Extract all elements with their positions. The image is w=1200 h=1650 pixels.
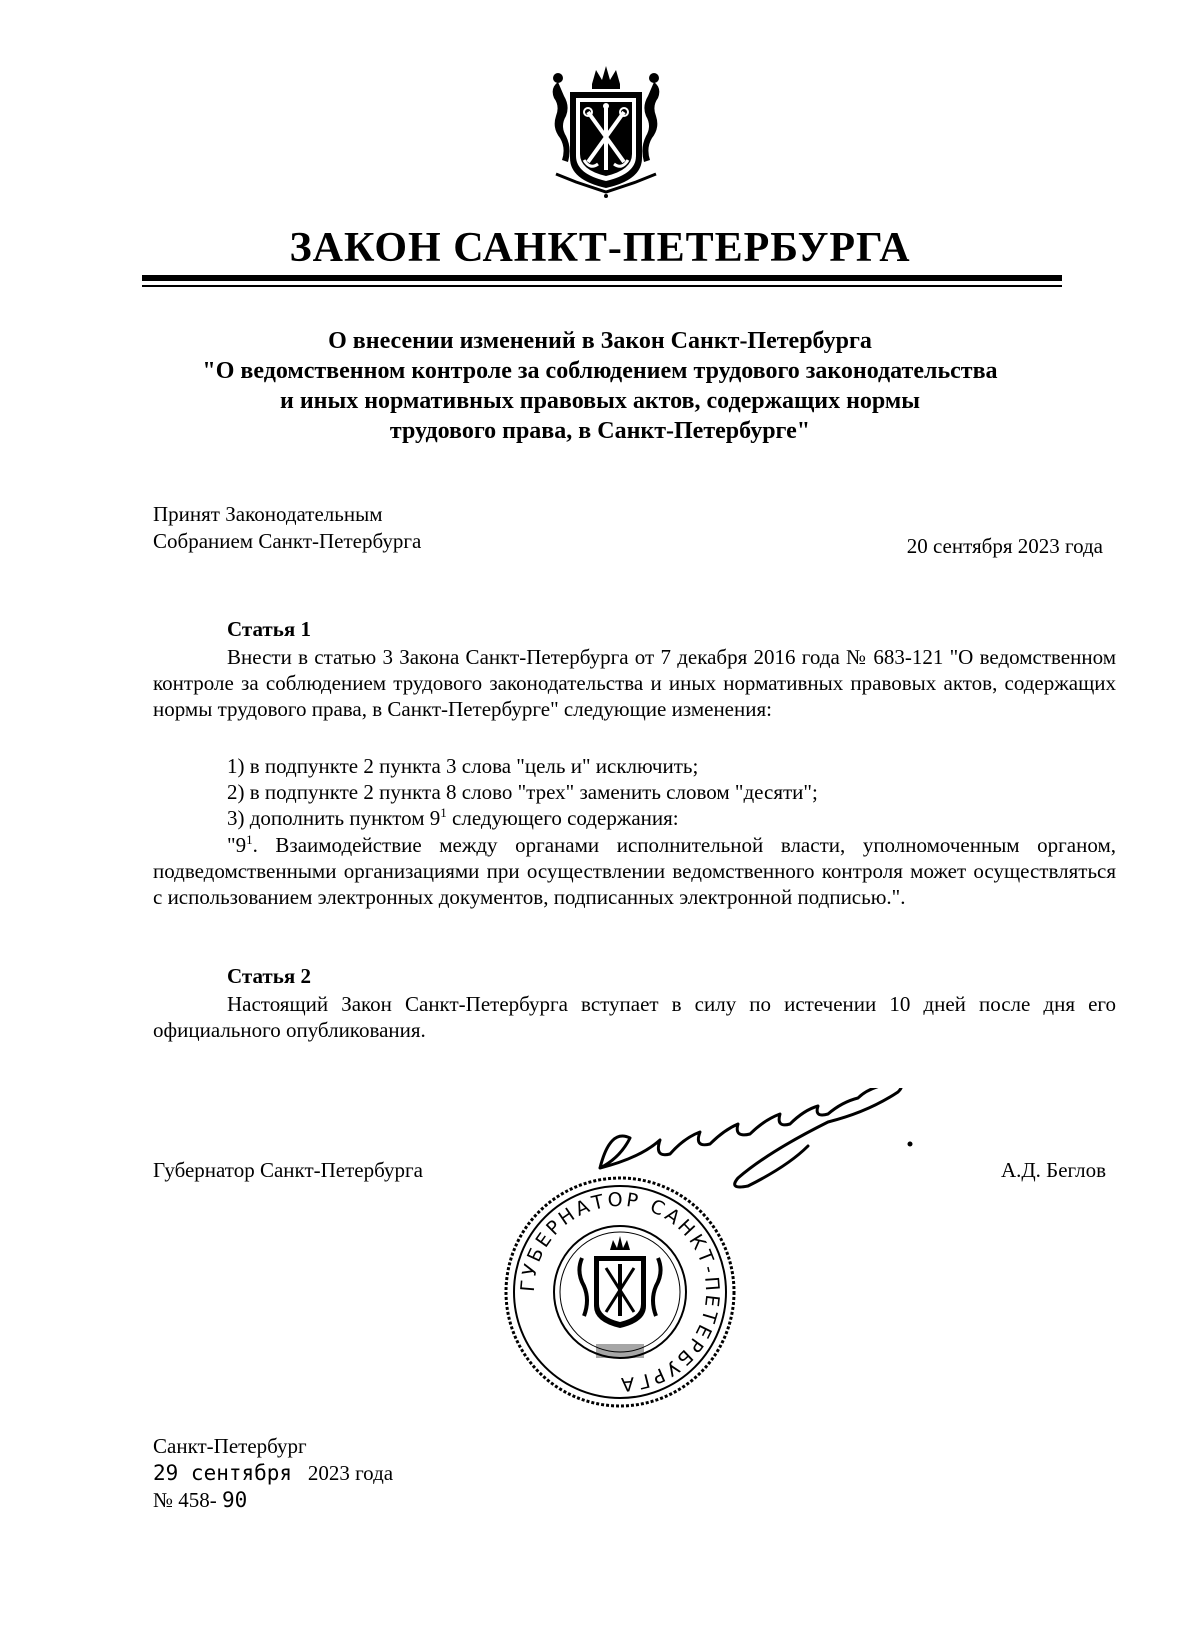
- quote-sup: 1: [246, 832, 253, 847]
- title-rule-thick: [142, 275, 1062, 281]
- signing-year: 2023 года: [307, 1461, 394, 1485]
- subtitle-line: и иных нормативных правовых актов, содержащих нормы: [280, 388, 920, 414]
- item-3-sup: 1: [440, 805, 447, 820]
- article-2-body: [153, 991, 1116, 1043]
- item-3-suffix: следующего содержания:: [446, 806, 679, 830]
- adoption-line: Собранием Санкт-Петербурга: [153, 529, 422, 553]
- signing-day-month: 29 сентября: [153, 1461, 293, 1485]
- title-rule-thin: [142, 285, 1062, 287]
- subtitle-line: "О ведомственном контроле за соблюдением трудового законодательства: [202, 358, 998, 384]
- article-1-item-3: [227, 806, 679, 831]
- article-1-title: Статья 1: [227, 617, 311, 641]
- article-1-intro: [153, 644, 1116, 722]
- quote-prefix: "9: [227, 833, 247, 857]
- law-subtitle: [140, 326, 1060, 446]
- signing-date: [153, 1460, 393, 1487]
- adoption-body: [153, 501, 421, 555]
- governor-seal: [500, 1172, 740, 1412]
- adoption-date: 20 сентября 2023 года: [906, 534, 1103, 558]
- quote-body: . Взаимодействие между органами исполнительной власти, уполномоченным органом, подведомственными организациями при осуществлении ведомственного контроля может осуществляться с использованием электронных документов, подписанных электронной подписью.".: [153, 833, 1116, 909]
- law-title: ЗАКОН САНКТ-ПЕТЕРБУРГА: [289, 225, 911, 271]
- article-2-title: Статья 2: [227, 964, 311, 988]
- law-number-value: 90: [222, 1488, 248, 1512]
- article-1-quote: [153, 832, 1116, 910]
- law-number-prefix: № 458-: [153, 1488, 217, 1512]
- subtitle-line: О внесении изменений в Закон Санкт-Петербурга: [328, 328, 872, 354]
- item-3-prefix: 3) дополнить пунктом 9: [227, 806, 441, 830]
- article-1-quote-text: [153, 832, 1116, 910]
- seal-text: ГУБЕРНАТОР САНКТ-ПЕТЕРБУРГА: [516, 1188, 724, 1396]
- article-1-item-1: 1) в подпункте 2 пункта 3 слова "цель и" исключить;: [227, 754, 699, 778]
- article-2-text: Настоящий Закон Санкт-Петербурга вступает в силу по истечении 10 дней после дня его официального опубликования.: [153, 992, 1116, 1042]
- governor-position: Губернатор Санкт-Петербурга: [153, 1158, 423, 1182]
- article-1-item-2: 2) в подпункте 2 пункта 8 слово "трех" заменить словом "десяти";: [227, 780, 818, 804]
- signing-details: [153, 1433, 393, 1514]
- law-number: [153, 1487, 393, 1514]
- petersburg-coat-of-arms-icon: [536, 62, 676, 202]
- article-1-intro-text: Внести в статью 3 Закона Санкт-Петербурга от 7 декабря 2016 года № 683-121 "О ведомственном контроле за соблюдением трудового законодательства и иных нормативных правовых актов, содержащих нормы трудового права, в Санкт-Петербурге" следующие изменения:: [153, 645, 1116, 721]
- governor-name: А.Д. Беглов: [1000, 1158, 1106, 1182]
- subtitle-line: трудового права, в Санкт-Петербурге": [389, 418, 811, 444]
- adoption-line: Принят Законодательным: [153, 502, 383, 526]
- signing-place: Санкт-Петербург: [153, 1434, 307, 1458]
